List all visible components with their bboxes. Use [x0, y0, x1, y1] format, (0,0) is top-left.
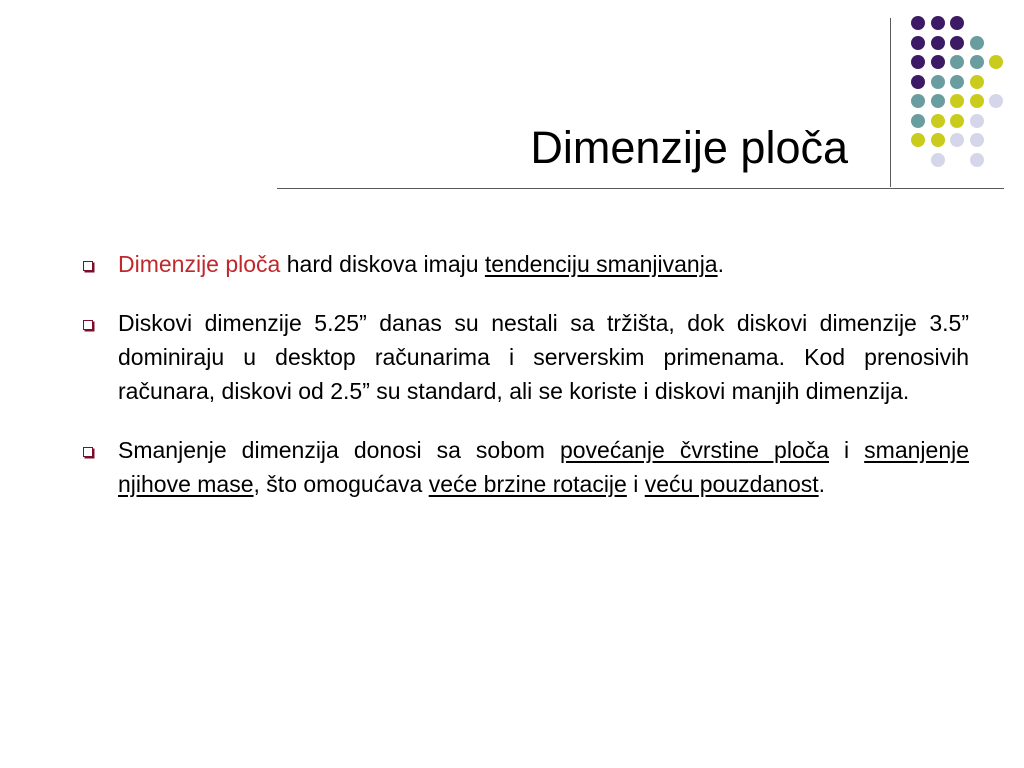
bullet-text: Diskovi dimenzije 5.25” danas su nestali sa tržišta, dok diskovi dimenzije 3.5” dominiraju u desktop računarima i serverskim primenama. Kod prenosivih računara, diskovi od 2.5” su standard, ali se koriste i diskovi manjih dimenzija.	[118, 310, 969, 404]
decorative-dot	[950, 133, 964, 147]
bullet-text: i	[626, 471, 645, 497]
bullet-item	[118, 247, 969, 281]
bullet-item	[118, 433, 969, 501]
slide-title: Dimenzije ploča	[530, 122, 848, 173]
decorative-dot	[970, 114, 984, 128]
decorative-dot	[989, 55, 1003, 69]
decorative-dot	[950, 114, 964, 128]
bullet-list	[118, 247, 969, 526]
decorative-dot	[911, 55, 925, 69]
bullet-text: .	[818, 471, 826, 497]
dot-pattern-decoration	[0, 0, 1024, 200]
bullet-text: .	[717, 251, 724, 277]
decorative-dot	[931, 16, 945, 30]
title-underline-divider	[277, 188, 1004, 189]
decorative-dot	[970, 94, 984, 108]
decorative-dot	[950, 55, 964, 69]
decorative-dot	[970, 153, 984, 167]
underlined-phrase: veće brzine rotacije	[428, 471, 627, 497]
underlined-phrase: tendenciju smanjivanja	[484, 251, 718, 277]
decorative-dot	[970, 55, 984, 69]
decorative-dot	[911, 75, 925, 89]
bullet-text: Smanjenje dimenzija donosi sa sobom	[118, 437, 560, 463]
bullet-text: i	[829, 437, 865, 463]
decorative-dot	[950, 75, 964, 89]
decorative-dot	[911, 36, 925, 50]
decorative-dot	[931, 133, 945, 147]
decorative-dot	[931, 36, 945, 50]
decorative-dot	[989, 94, 1003, 108]
bullet-text: hard diskova imaju	[280, 251, 485, 277]
highlighted-term: Dimenzije ploča	[118, 251, 281, 277]
bullet-item	[118, 306, 969, 408]
decorative-dot	[931, 153, 945, 167]
decorative-dot	[911, 94, 925, 108]
decorative-dot	[911, 16, 925, 30]
decorative-dot	[950, 36, 964, 50]
decorative-dot	[970, 133, 984, 147]
decorative-dot	[911, 114, 925, 128]
decorative-dot	[931, 114, 945, 128]
decorative-dot	[950, 16, 964, 30]
decorative-dot	[931, 75, 945, 89]
decorative-dot	[931, 94, 945, 108]
bullet-square-icon	[83, 447, 93, 457]
decorative-dot	[950, 94, 964, 108]
underlined-phrase: veću pouzdanost	[644, 471, 819, 497]
underlined-phrase: povećanje čvrstine ploča	[559, 437, 830, 463]
bullet-text: , što omogućava	[253, 471, 429, 497]
decorative-dot	[970, 36, 984, 50]
underlined-phrase: smanjenje njihove mase	[118, 437, 970, 497]
vertical-divider	[890, 18, 891, 187]
decorative-dot	[970, 75, 984, 89]
decorative-dot	[911, 133, 925, 147]
bullet-square-icon	[83, 320, 93, 330]
bullet-square-icon	[83, 261, 93, 271]
decorative-dot	[931, 55, 945, 69]
